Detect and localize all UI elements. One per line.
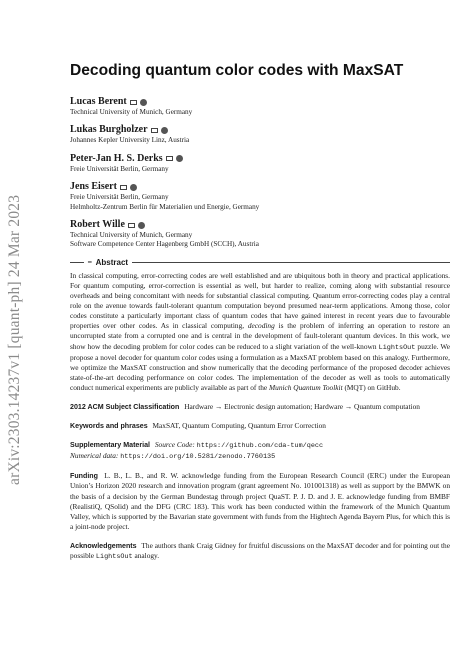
- abstract-text: [70, 271, 450, 393]
- abstract-title: Abstract: [95, 257, 129, 267]
- author-name: Robert Wille: [70, 219, 125, 231]
- abstract-part: In classical computing, error-correcting codes are well established and are ubiquitous both in theory and practical applications. For quantum computing, error-correction is essential as well, but harder to realize, coming along with substantial resource overheads and being concomitant with needs for substantial classical computing. Quantum error-correcting codes play a central role on the avenue towards fault-tolerant quantum computation beyond presumed near-term applications. Among those, color codes constitute a particularly important class of quantum codes that have gained interest in recent years due to favourable properties over other codes. As in classical computing,: [70, 270, 450, 331]
- abstract-part: puzzle. We propose a novel decoder for quantum color codes using a formulation as a MaxSAT problem based on this analogy. Furthermore, we optimize the MaxSAT construction and show numerically that the decoding performance of the proposed decoder achieves state-of-the-art decoding performance on color codes. The implementation of the decoder as well as tools to automatically conduct numerical experiments are publicly available as part of the: [70, 341, 450, 392]
- email-icon[interactable]: [130, 100, 137, 105]
- supplementary-material: [70, 440, 450, 462]
- arxiv-identifier-stamp: arXiv:2303.14237v1 [quant-ph] 24 Mar 2023: [6, 194, 23, 486]
- source-label: Source Code:: [154, 440, 195, 450]
- section-text: L. B., L. B., and R. W. acknowledge funding from the European Research Council (ERC) under the European Union’s Horizon 2020 research and innovation program (grant agreement No. 101001318) as well as support by the BMWK on the basis of a decision by the German Bundestag through project QuaST. P. J. D. and J. E. acknowledge funding from BMBF (RealistiQ, QSolid) and the DFG (CRC 183). This work has been conducted within the framework of the Munich Quantum Valley, which is supported by the Bavarian state government with funds from the Hightech Agenda Bayern Plus, for which this is a joint-node project.: [70, 471, 450, 531]
- rule: [70, 262, 84, 263]
- email-icon[interactable]: [120, 185, 127, 190]
- abstract-part: (MQT) on GitHub.: [342, 382, 401, 392]
- orcid-icon[interactable]: [140, 99, 147, 106]
- author-name: Lukas Burgholzer: [70, 124, 148, 136]
- section-label: Keywords and phrases: [70, 422, 148, 431]
- section-text: The authors thank Craig Gidney for fruitful discussions on the MaxSAT decoder and for pointing out the possible: [70, 540, 450, 560]
- author-block: [70, 219, 450, 250]
- keywords: [70, 421, 450, 431]
- email-icon[interactable]: [128, 223, 135, 228]
- acknowledgements: [70, 541, 450, 562]
- author-affiliation: Freie Universität Berlin, Germany: [70, 164, 169, 173]
- section-label: 2012 ACM Subject Classification: [70, 402, 180, 411]
- author-affiliation: Freie Universität Berlin, Germany: [70, 193, 169, 202]
- author-block: [70, 124, 450, 145]
- orcid-icon[interactable]: [130, 184, 137, 191]
- email-icon[interactable]: [151, 128, 158, 133]
- author-affiliation: Software Competence Center Hagenberg GmbH (SCCH), Austria: [70, 240, 259, 249]
- data-label: Numerical data:: [70, 451, 119, 461]
- author-name: Jens Eisert: [70, 181, 117, 193]
- section-label: Acknowledgements: [70, 541, 137, 550]
- author-affiliation: Technical University of Munich, Germany: [70, 231, 193, 240]
- orcid-icon[interactable]: [138, 222, 145, 229]
- author-block: [70, 153, 450, 174]
- author-name: Lucas Berent: [70, 96, 127, 107]
- paper-page: [70, 62, 450, 562]
- triangle-icon: ━: [88, 259, 92, 266]
- abstract-part: is the problem of inferring an operation to restore an uncorrupted state from a corrupted one and is central in the development of fault-tolerant quantum devices. In this work, we show how the decoding problem for color codes can be reduced to a slight variation of the well-known: [70, 321, 450, 351]
- author-name: Peter-Jan H. S. Derks: [70, 152, 163, 164]
- author-block: [70, 181, 450, 212]
- section-label: Funding: [70, 472, 98, 481]
- author-affiliation: Johannes Kepler University Linz, Austria: [70, 136, 190, 145]
- section-label: Supplementary Material: [70, 441, 151, 450]
- abstract-code: LightsOut: [378, 343, 416, 352]
- section-text: analogy.: [132, 551, 160, 560]
- author-affiliation: Technical University of Munich, Germany: [70, 108, 193, 116]
- section-text: MaxSAT, Quantum Computing, Quantum Error Correction: [152, 421, 326, 431]
- acm-classification: [70, 402, 450, 412]
- paper-title: Decoding quantum color codes with MaxSAT: [70, 62, 404, 79]
- section-code: LightsOut: [95, 553, 133, 561]
- rule: [132, 262, 450, 263]
- data-link[interactable]: https://doi.org/10.5281/zenodo.7760135: [120, 453, 276, 462]
- author-affiliation: Helmholtz-Zentrum Berlin für Materialien und Energie, Germany: [70, 202, 260, 211]
- abstract-heading: [70, 258, 450, 267]
- funding: [70, 471, 450, 532]
- abstract-emphasis: Munich Quantum Toolkit: [269, 382, 343, 392]
- orcid-icon[interactable]: [161, 127, 168, 134]
- section-text: Hardware → Electronic design automation; Hardware → Quantum computation: [184, 401, 420, 411]
- source-link[interactable]: https://github.com/cda-tum/qecc: [196, 442, 324, 451]
- email-icon[interactable]: [166, 156, 173, 161]
- orcid-icon[interactable]: [176, 155, 183, 162]
- author-block: [70, 96, 450, 117]
- abstract-emphasis: decoding: [247, 321, 275, 331]
